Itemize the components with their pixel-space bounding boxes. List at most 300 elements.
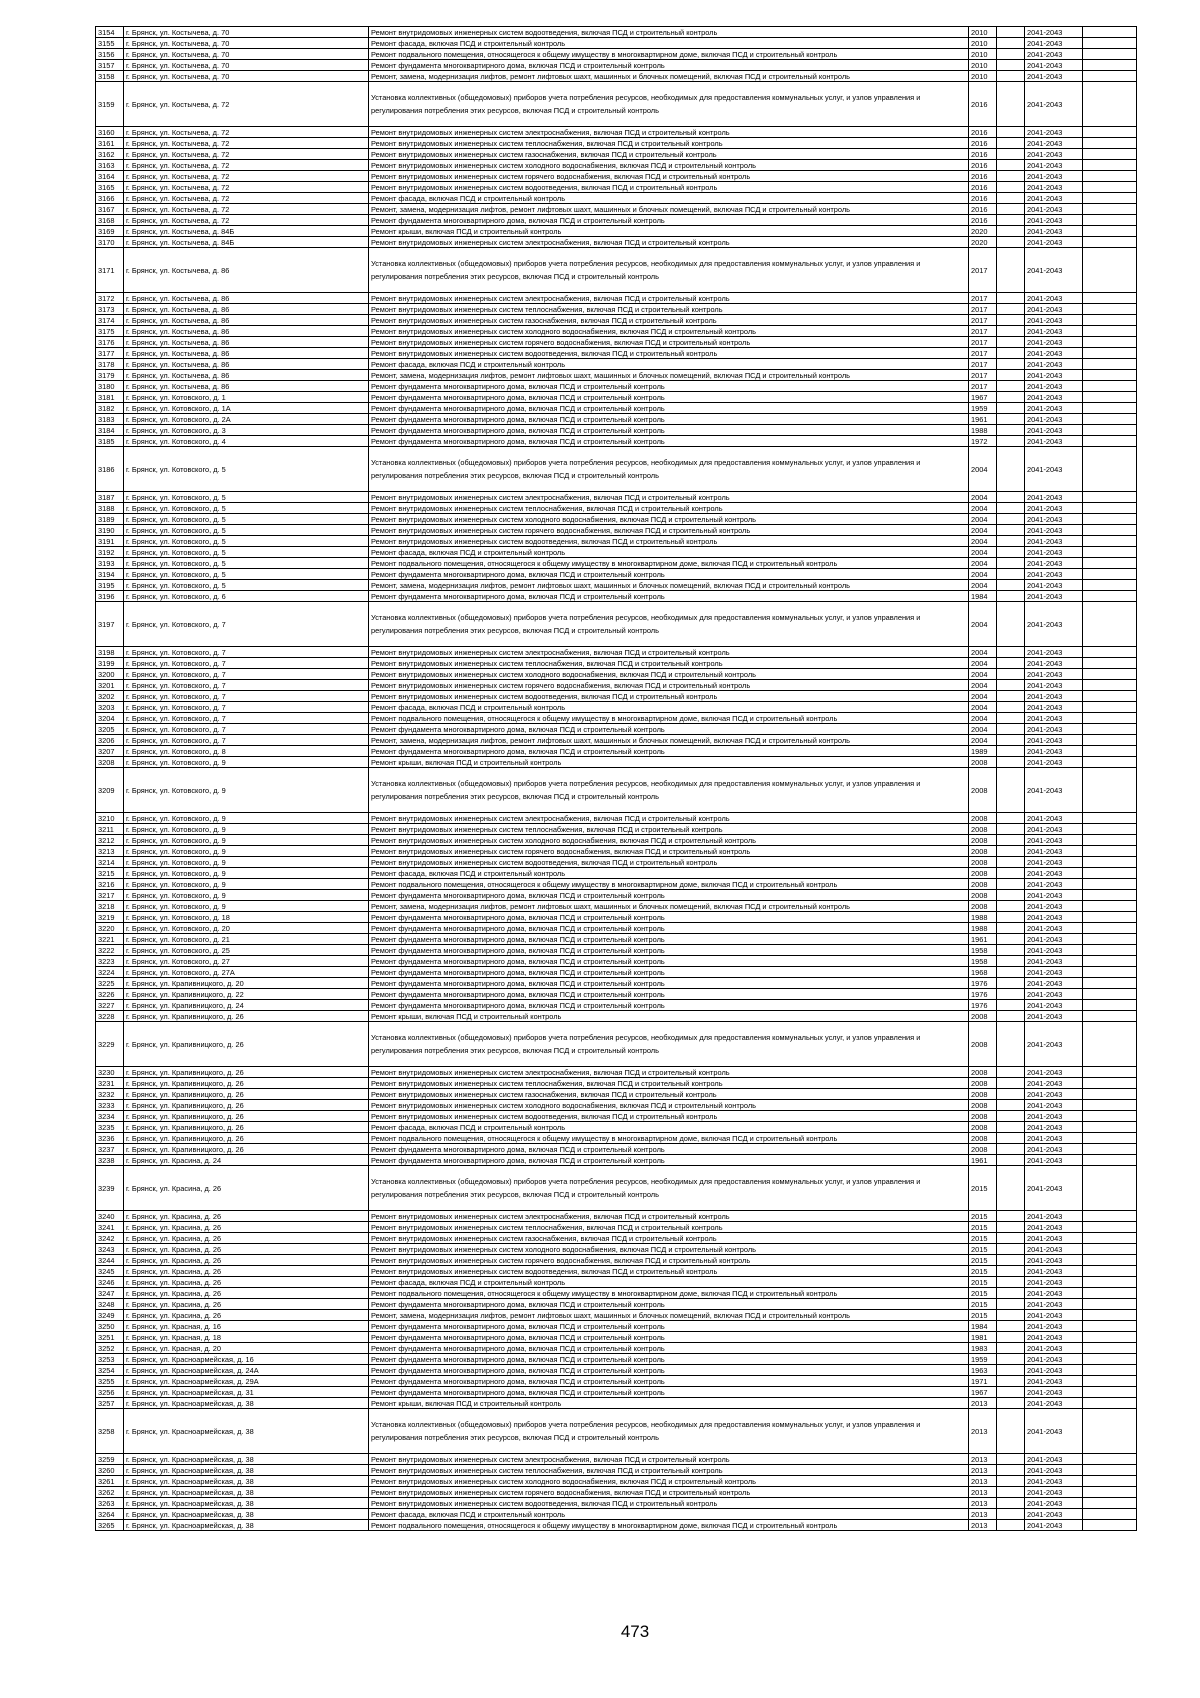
empty-cell [997,1487,1025,1498]
empty-cell [1083,923,1137,934]
address-cell: г. Брянск, ул. Крапивницкого, д. 22 [124,989,369,1000]
work-type-cell: Установка коллективных (общедомовых) приборов учета потребления ресурсов, необходимых для предоставления коммунальных услуг, и узлов управления и регулирования потребления этих ресурсов, включая ПСД и строительный контроль [369,248,969,293]
table-row [96,1354,1137,1365]
period-cell: 2041-2043 [1025,1520,1083,1531]
period-cell: 2041-2043 [1025,1376,1083,1387]
period-cell: 2041-2043 [1025,414,1083,425]
empty-cell [997,392,1025,403]
work-type-cell: Ремонт фундамента многоквартирного дома, включая ПСД и строительный контроль [369,1144,969,1155]
table-row [96,215,1137,226]
year-cell: 2004 [969,558,997,569]
address-cell: г. Брянск, ул. Котовского, д. 2А [124,414,369,425]
table-row [96,359,1137,370]
row-number: 3211 [96,824,124,835]
row-number: 3222 [96,945,124,956]
row-number: 3214 [96,857,124,868]
address-cell: г. Брянск, ул. Котовского, д. 9 [124,846,369,857]
address-cell: г. Брянск, ул. Костычева, д. 86 [124,359,369,370]
empty-cell [997,204,1025,215]
empty-cell [1083,1078,1137,1089]
work-type-cell: Ремонт внутридомовых инженерных систем электроснабжения, включая ПСД и строительный контроль [369,1211,969,1222]
row-number: 3245 [96,1266,124,1277]
empty-cell [997,425,1025,436]
period-cell: 2041-2043 [1025,945,1083,956]
empty-cell [1083,293,1137,304]
row-number: 3217 [96,890,124,901]
year-cell: 2016 [969,215,997,226]
empty-cell [1083,989,1137,1000]
address-cell: г. Брянск, ул. Красноармейская, д. 16 [124,1354,369,1365]
empty-cell [1083,857,1137,868]
empty-cell [997,1454,1025,1465]
empty-cell [997,171,1025,182]
empty-cell [997,436,1025,447]
empty-cell [1083,956,1137,967]
address-cell: г. Брянск, ул. Костычева, д. 84Б [124,237,369,248]
address-cell: г. Брянск, ул. Котовского, д. 5 [124,580,369,591]
address-cell: г. Брянск, ул. Котовского, д. 4 [124,436,369,447]
work-type-cell: Ремонт фундамента многоквартирного дома, включая ПСД и строительный контроль [369,978,969,989]
address-cell: г. Брянск, ул. Крапивницкого, д. 20 [124,978,369,989]
period-cell: 2041-2043 [1025,1067,1083,1078]
year-cell: 2008 [969,835,997,846]
table-row [96,1498,1137,1509]
empty-cell [1083,536,1137,547]
table-row [96,1465,1137,1476]
period-cell: 2041-2043 [1025,82,1083,127]
address-cell: г. Брянск, ул. Костычева, д. 70 [124,71,369,82]
row-number: 3195 [96,580,124,591]
empty-cell [1083,967,1137,978]
year-cell: 2004 [969,580,997,591]
row-number: 3185 [96,436,124,447]
empty-cell [1083,1011,1137,1022]
empty-cell [1083,1354,1137,1365]
year-cell: 2013 [969,1465,997,1476]
row-number: 3198 [96,647,124,658]
empty-cell [1083,724,1137,735]
work-type-cell: Установка коллективных (общедомовых) приборов учета потребления ресурсов, необходимых для предоставления коммунальных услуг, и узлов управления и регулирования потребления этих ресурсов, включая ПСД и строительный контроль [369,768,969,813]
row-number: 3201 [96,680,124,691]
work-type-cell: Ремонт, замена, модернизация лифтов, ремонт лифтовых шахт, машинных и блочных помещений, включая ПСД и строительный контроль [369,735,969,746]
year-cell: 2004 [969,503,997,514]
work-type-cell: Установка коллективных (общедомовых) приборов учета потребления ресурсов, необходимых для предоставления коммунальных услуг, и узлов управления и регулирования потребления этих ресурсов, включая ПСД и строительный контроль [369,1022,969,1067]
work-type-cell: Ремонт фундамента многоквартирного дома, включая ПСД и строительный контроль [369,215,969,226]
empty-cell [997,1299,1025,1310]
work-type-cell: Ремонт внутридомовых инженерных систем электроснабжения, включая ПСД и строительный контроль [369,1067,969,1078]
period-cell: 2041-2043 [1025,757,1083,768]
period-cell: 2041-2043 [1025,27,1083,38]
period-cell: 2041-2043 [1025,171,1083,182]
address-cell: г. Брянск, ул. Костычева, д. 72 [124,138,369,149]
empty-cell [997,1376,1025,1387]
row-number: 3192 [96,547,124,558]
table-row [96,370,1137,381]
table-row [96,580,1137,591]
period-cell: 2041-2043 [1025,536,1083,547]
empty-cell [997,1465,1025,1476]
work-type-cell: Ремонт фасада, включая ПСД и строительный контроль [369,702,969,713]
period-cell: 2041-2043 [1025,359,1083,370]
empty-cell [1083,1155,1137,1166]
empty-cell [997,1067,1025,1078]
period-cell: 2041-2043 [1025,890,1083,901]
empty-cell [1083,768,1137,813]
table-row [96,713,1137,724]
empty-cell [997,381,1025,392]
work-type-cell: Ремонт фундамента многоквартирного дома, включая ПСД и строительный контроль [369,890,969,901]
period-cell: 2041-2043 [1025,1222,1083,1233]
period-cell: 2041-2043 [1025,989,1083,1000]
table-row [96,890,1137,901]
row-number: 3255 [96,1376,124,1387]
empty-cell [1083,846,1137,857]
period-cell: 2041-2043 [1025,1454,1083,1465]
empty-cell [997,503,1025,514]
table-row [96,768,1137,813]
row-number: 3187 [96,492,124,503]
row-number: 3158 [96,71,124,82]
year-cell: 2015 [969,1255,997,1266]
empty-cell [1083,691,1137,702]
year-cell: 2013 [969,1476,997,1487]
year-cell: 2008 [969,857,997,868]
empty-cell [997,1398,1025,1409]
row-number: 3189 [96,514,124,525]
empty-cell [997,370,1025,381]
work-type-cell: Ремонт подвального помещения, относящегося к общему имуществу в многоквартирном доме, включая ПСД и строительный контроль [369,1133,969,1144]
empty-cell [1083,492,1137,503]
empty-cell [997,1144,1025,1155]
work-type-cell: Ремонт фундамента многоквартирного дома, включая ПСД и строительный контроль [369,381,969,392]
period-cell: 2041-2043 [1025,503,1083,514]
table-row [96,304,1137,315]
empty-cell [1083,160,1137,171]
table-row [96,503,1137,514]
empty-cell [1083,348,1137,359]
table-row [96,226,1137,237]
year-cell: 2015 [969,1266,997,1277]
empty-cell [1083,1465,1137,1476]
empty-cell [1083,60,1137,71]
period-cell: 2041-2043 [1025,60,1083,71]
work-type-cell: Ремонт фундамента многоквартирного дома, включая ПСД и строительный контроль [369,1376,969,1387]
period-cell: 2041-2043 [1025,149,1083,160]
year-cell: 1959 [969,403,997,414]
empty-cell [1083,945,1137,956]
empty-cell [997,193,1025,204]
work-type-cell: Ремонт подвального помещения, относящегося к общему имуществу в многоквартирном доме, включая ПСД и строительный контроль [369,713,969,724]
year-cell: 2017 [969,304,997,315]
row-number: 3207 [96,746,124,757]
empty-cell [997,1321,1025,1332]
table-row [96,1476,1137,1487]
table-row [96,1067,1137,1078]
empty-cell [1083,1222,1137,1233]
address-cell: г. Брянск, ул. Красноармейская, д. 38 [124,1465,369,1476]
table-row [96,569,1137,580]
work-type-cell: Ремонт внутридомовых инженерных систем холодного водоснабжения, включая ПСД и строительный контроль [369,835,969,846]
table-row [96,337,1137,348]
work-type-cell: Ремонт подвального помещения, относящегося к общему имуществу в многоквартирном доме, включая ПСД и строительный контроль [369,1520,969,1531]
address-cell: г. Брянск, ул. Красноармейская, д. 38 [124,1454,369,1465]
table-row [96,857,1137,868]
empty-cell [997,1222,1025,1233]
table-row [96,1409,1137,1454]
table-row [96,956,1137,967]
address-cell: г. Брянск, ул. Крапивницкого, д. 26 [124,1067,369,1078]
year-cell: 2016 [969,182,997,193]
period-cell: 2041-2043 [1025,1100,1083,1111]
period-cell: 2041-2043 [1025,702,1083,713]
row-number: 3230 [96,1067,124,1078]
address-cell: г. Брянск, ул. Крапивницкого, д. 26 [124,1122,369,1133]
empty-cell [997,879,1025,890]
work-type-cell: Ремонт фундамента многоквартирного дома, включая ПСД и строительный контроль [369,60,969,71]
address-cell: г. Брянск, ул. Красина, д. 26 [124,1266,369,1277]
table-row [96,1288,1137,1299]
period-cell: 2041-2043 [1025,1244,1083,1255]
year-cell: 2017 [969,326,997,337]
table-row [96,1122,1137,1133]
row-number: 3172 [96,293,124,304]
empty-cell [1083,1100,1137,1111]
empty-cell [997,647,1025,658]
empty-cell [1083,912,1137,923]
address-cell: г. Брянск, ул. Котовского, д. 9 [124,857,369,868]
work-type-cell: Ремонт фундамента многоквартирного дома, включая ПСД и строительный контроль [369,912,969,923]
table-row [96,71,1137,82]
row-number: 3253 [96,1354,124,1365]
period-cell: 2041-2043 [1025,248,1083,293]
empty-cell [1083,1299,1137,1310]
year-cell: 2013 [969,1398,997,1409]
address-cell: г. Брянск, ул. Красина, д. 26 [124,1288,369,1299]
work-type-cell: Ремонт внутридомовых инженерных систем холодного водоснабжения, включая ПСД и строительный контроль [369,514,969,525]
address-cell: г. Брянск, ул. Котовского, д. 5 [124,558,369,569]
year-cell: 2008 [969,1067,997,1078]
table-row [96,1509,1137,1520]
table-row [96,1144,1137,1155]
address-cell: г. Брянск, ул. Красноармейская, д. 38 [124,1498,369,1509]
period-cell: 2041-2043 [1025,1487,1083,1498]
work-type-cell: Ремонт внутридомовых инженерных систем электроснабжения, включая ПСД и строительный контроль [369,647,969,658]
period-cell: 2041-2043 [1025,835,1083,846]
work-type-cell: Ремонт внутридомовых инженерных систем горячего водоснабжения, включая ПСД и строительный контроль [369,1487,969,1498]
row-number: 3212 [96,835,124,846]
period-cell: 2041-2043 [1025,1354,1083,1365]
work-type-cell: Ремонт, замена, модернизация лифтов, ремонт лифтовых шахт, машинных и блочных помещений, включая ПСД и строительный контроль [369,580,969,591]
address-cell: г. Брянск, ул. Костычева, д. 72 [124,160,369,171]
table-row [96,813,1137,824]
address-cell: г. Брянск, ул. Котовского, д. 20 [124,923,369,934]
address-cell: г. Брянск, ул. Красина, д. 26 [124,1211,369,1222]
empty-cell [1083,71,1137,82]
row-number: 3227 [96,1000,124,1011]
year-cell: 2008 [969,1022,997,1067]
address-cell: г. Брянск, ул. Красноармейская, д. 38 [124,1487,369,1498]
row-number: 3175 [96,326,124,337]
period-cell: 2041-2043 [1025,304,1083,315]
address-cell: г. Брянск, ул. Котовского, д. 7 [124,680,369,691]
work-type-cell: Ремонт фундамента многоквартирного дома, включая ПСД и строительный контроль [369,436,969,447]
work-type-cell: Ремонт внутридомовых инженерных систем газоснабжения, включая ПСД и строительный контроль [369,1233,969,1244]
address-cell: г. Брянск, ул. Котовского, д. 5 [124,514,369,525]
work-type-cell: Ремонт внутридомовых инженерных систем электроснабжения, включая ПСД и строительный контроль [369,127,969,138]
empty-cell [997,1211,1025,1222]
empty-cell [1083,514,1137,525]
empty-cell [997,591,1025,602]
address-cell: г. Брянск, ул. Котовского, д. 5 [124,447,369,492]
empty-cell [1083,237,1137,248]
empty-cell [997,1409,1025,1454]
empty-cell [997,1498,1025,1509]
row-number: 3254 [96,1365,124,1376]
period-cell: 2041-2043 [1025,348,1083,359]
work-type-cell: Ремонт фундамента многоквартирного дома, включая ПСД и строительный контроль [369,1387,969,1398]
period-cell: 2041-2043 [1025,182,1083,193]
work-type-cell: Ремонт подвального помещения, относящегося к общему имуществу в многоквартирном доме, включая ПСД и строительный контроль [369,1288,969,1299]
period-cell: 2041-2043 [1025,1387,1083,1398]
empty-cell [1083,813,1137,824]
table-row [96,1299,1137,1310]
year-cell: 1989 [969,746,997,757]
empty-cell [1083,182,1137,193]
address-cell: г. Брянск, ул. Костычева, д. 86 [124,248,369,293]
table-row [96,1487,1137,1498]
repair-program-table [95,26,1137,1531]
year-cell: 2008 [969,1144,997,1155]
row-number: 3164 [96,171,124,182]
empty-cell [997,746,1025,757]
year-cell: 2013 [969,1509,997,1520]
row-number: 3258 [96,1409,124,1454]
work-type-cell: Ремонт фасада, включая ПСД и строительный контроль [369,359,969,370]
empty-cell [1083,868,1137,879]
period-cell: 2041-2043 [1025,680,1083,691]
table-row [96,1089,1137,1100]
empty-cell [997,1089,1025,1100]
row-number: 3256 [96,1387,124,1398]
work-type-cell: Ремонт внутридомовых инженерных систем холодного водоснабжения, включая ПСД и строительный контроль [369,160,969,171]
year-cell: 2004 [969,492,997,503]
empty-cell [1083,1398,1137,1409]
year-cell: 2013 [969,1454,997,1465]
table-row [96,1211,1137,1222]
period-cell: 2041-2043 [1025,514,1083,525]
address-cell: г. Брянск, ул. Костычева, д. 86 [124,326,369,337]
empty-cell [997,149,1025,160]
row-number: 3167 [96,204,124,215]
table-row [96,835,1137,846]
table-row [96,901,1137,912]
year-cell: 2016 [969,160,997,171]
work-type-cell: Ремонт фундамента многоквартирного дома, включая ПСД и строительный контроль [369,956,969,967]
year-cell: 2008 [969,1111,997,1122]
row-number: 3203 [96,702,124,713]
address-cell: г. Брянск, ул. Костычева, д. 72 [124,182,369,193]
period-cell: 2041-2043 [1025,1022,1083,1067]
table-row [96,248,1137,293]
table-row [96,735,1137,746]
table-row [96,536,1137,547]
empty-cell [1083,569,1137,580]
row-number: 3236 [96,1133,124,1144]
empty-cell [1083,149,1137,160]
period-cell: 2041-2043 [1025,813,1083,824]
row-number: 3223 [96,956,124,967]
address-cell: г. Брянск, ул. Костычева, д. 84Б [124,226,369,237]
table-row [96,658,1137,669]
table-row [96,1387,1137,1398]
table-row [96,149,1137,160]
empty-cell [997,1343,1025,1354]
row-number: 3190 [96,525,124,536]
empty-cell [997,1365,1025,1376]
empty-cell [1083,1000,1137,1011]
period-cell: 2041-2043 [1025,1211,1083,1222]
work-type-cell: Ремонт внутридомовых инженерных систем горячего водоснабжения, включая ПСД и строительный контроль [369,525,969,536]
work-type-cell: Ремонт фундамента многоквартирного дома, включая ПСД и строительный контроль [369,1000,969,1011]
row-number: 3251 [96,1332,124,1343]
work-type-cell: Ремонт внутридомовых инженерных систем горячего водоснабжения, включая ПСД и строительный контроль [369,846,969,857]
empty-cell [997,824,1025,835]
empty-cell [997,293,1025,304]
table-row [96,1343,1137,1354]
row-number: 3176 [96,337,124,348]
address-cell: г. Брянск, ул. Крапивницкого, д. 26 [124,1144,369,1155]
year-cell: 2015 [969,1244,997,1255]
empty-cell [1083,1365,1137,1376]
row-number: 3216 [96,879,124,890]
period-cell: 2041-2043 [1025,1166,1083,1211]
empty-cell [997,1233,1025,1244]
empty-cell [997,602,1025,647]
address-cell: г. Брянск, ул. Красноармейская, д. 38 [124,1509,369,1520]
work-type-cell: Установка коллективных (общедомовых) приборов учета потребления ресурсов, необходимых для предоставления коммунальных услуг, и узлов управления и регулирования потребления этих ресурсов, включая ПСД и строительный контроль [369,447,969,492]
table-row [96,868,1137,879]
work-type-cell: Ремонт фундамента многоквартирного дома, включая ПСД и строительный контроль [369,1155,969,1166]
empty-cell [1083,1211,1137,1222]
year-cell: 2004 [969,680,997,691]
empty-cell [997,890,1025,901]
address-cell: г. Брянск, ул. Крапивницкого, д. 26 [124,1133,369,1144]
year-cell: 2004 [969,658,997,669]
row-number: 3243 [96,1244,124,1255]
period-cell: 2041-2043 [1025,1133,1083,1144]
empty-cell [997,547,1025,558]
table-row [96,514,1137,525]
year-cell: 1961 [969,414,997,425]
address-cell: г. Брянск, ул. Крапивницкого, д. 24 [124,1000,369,1011]
address-cell: г. Брянск, ул. Костычева, д. 72 [124,204,369,215]
year-cell: 2015 [969,1299,997,1310]
empty-cell [1083,370,1137,381]
address-cell: г. Брянск, ул. Котовского, д. 9 [124,890,369,901]
empty-cell [1083,82,1137,127]
table-row [96,447,1137,492]
empty-cell [997,403,1025,414]
period-cell: 2041-2043 [1025,857,1083,868]
row-number: 3263 [96,1498,124,1509]
table-row [96,757,1137,768]
address-cell: г. Брянск, ул. Костычева, д. 70 [124,60,369,71]
table-row [96,558,1137,569]
year-cell: 2004 [969,569,997,580]
work-type-cell: Ремонт фундамента многоквартирного дома, включая ПСД и строительный контроль [369,403,969,414]
year-cell: 2016 [969,127,997,138]
table-row [96,547,1137,558]
